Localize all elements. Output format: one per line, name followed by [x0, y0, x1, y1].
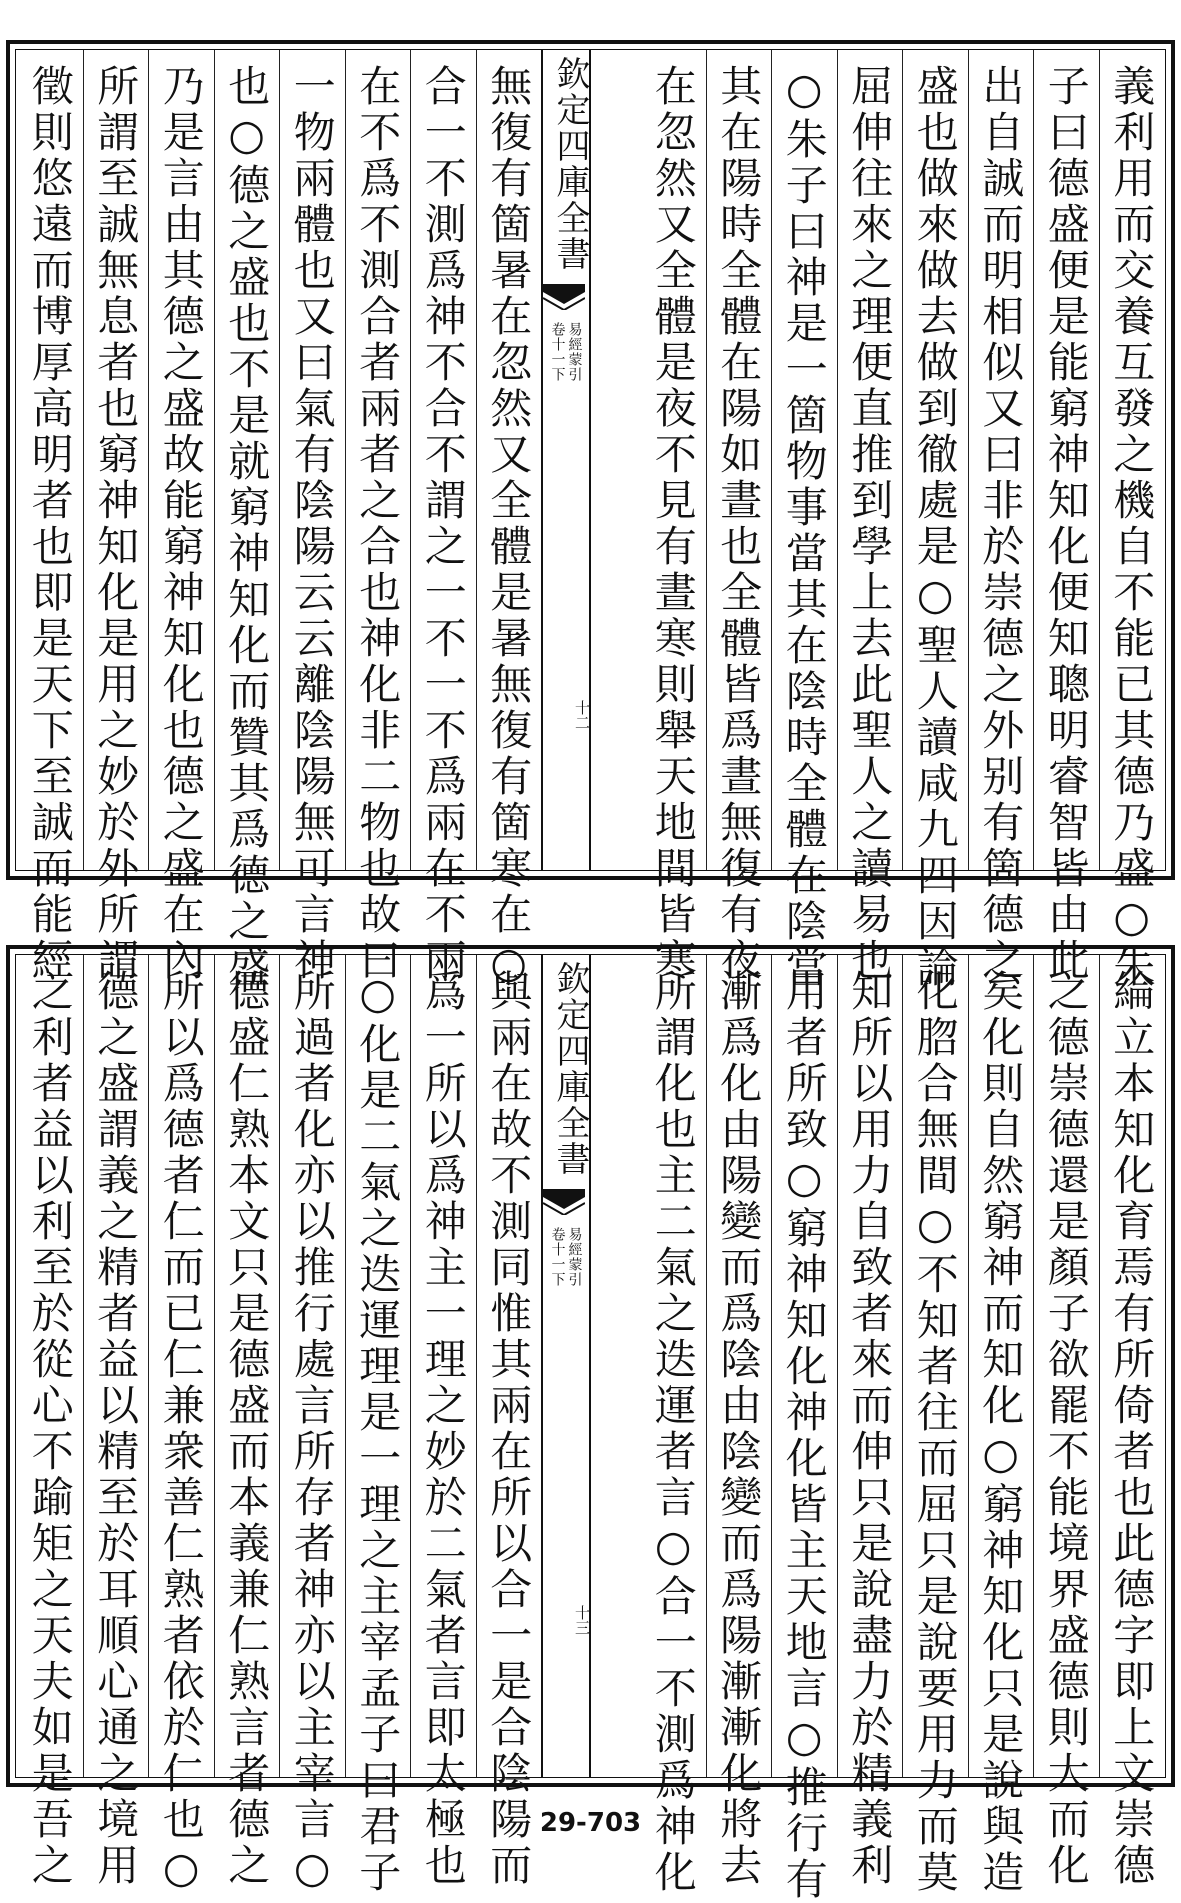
right-column-2 — [1033, 50, 1099, 984]
column-text: 合一不測爲神不合不謂之一不一不爲兩在不兩 — [418, 64, 468, 984]
column-divider — [410, 955, 411, 1777]
left-column-3 — [345, 50, 411, 984]
top-book-info — [543, 322, 589, 382]
top-volume: 卷十一下 — [549, 322, 566, 382]
top-page — [6, 40, 1175, 991]
column-divider — [968, 955, 969, 1777]
column-divider — [837, 50, 838, 870]
column-divider — [214, 955, 215, 1777]
column-divider — [214, 50, 215, 870]
column-text: 其在陽時全體在陽如晝也全體皆爲晝無復有夜 — [714, 64, 764, 984]
column-text: 知所以用力自致者來而伸只是說盡力於精義利 — [845, 969, 895, 1889]
column-divider — [837, 955, 838, 1777]
column-divider — [706, 50, 707, 870]
column-text: 義利用而交養互發之機自不能已其德乃盛○朱 — [1107, 64, 1157, 991]
column-text: 盛也做來做去做到徹處是○聖人讀咸九四因論 — [910, 64, 960, 991]
column-divider — [771, 955, 772, 1777]
column-divider — [279, 50, 280, 870]
column-text: 在忽然又全體是夜不見有晝寒則舉天地間皆寒 — [648, 64, 698, 984]
column-divider — [1099, 955, 1100, 1777]
column-text: 所謂化也主二氣之迭運者言○合一不測爲神化 — [648, 969, 698, 1896]
column-text: 出自誠而明相似又曰非於崇德之外别有箇德之 — [976, 64, 1026, 984]
column-divider — [771, 50, 772, 870]
column-text: ○化是二氣之迭運理是一理之主宰孟子曰君子 — [353, 969, 403, 1896]
bottom-volume: 卷十一下 — [549, 1227, 566, 1287]
column-text: 無復有箇暑在忽然又全體是暑無復有箇寒在○ — [484, 64, 534, 991]
column-divider — [968, 50, 969, 870]
column-text: 徵則悠遠而博厚高明者也即是天下至誠而能經 — [25, 64, 75, 984]
left-column-7 — [83, 50, 149, 984]
bottom-center-margin — [541, 955, 591, 1777]
right-column-6 — [771, 955, 837, 1903]
column-divider — [1033, 955, 1034, 1777]
left-column-8 — [17, 50, 83, 984]
column-text: 用者所致○窮神知化神化皆主天地言○推行有 — [779, 969, 829, 1903]
column-text: 屈伸往來之理便直推到學上去此聖人之讀易也 — [845, 64, 895, 984]
right-column-5 — [837, 50, 903, 984]
left-column-1 — [476, 955, 542, 1889]
column-divider — [345, 50, 346, 870]
right-column-6 — [771, 50, 837, 991]
left-column-2 — [410, 955, 476, 1889]
column-text: 所以爲德者仁而已仁兼衆善仁熟者依於仁也○ — [156, 969, 206, 1896]
column-text: 之利者益以利至於從心不踰矩之天夫如是吾之 — [25, 969, 75, 1889]
column-text: 與兩在故不測同惟其兩在所以合一是合陰陽而 — [484, 969, 534, 1889]
left-column-7 — [83, 955, 149, 1889]
column-divider — [1033, 50, 1034, 870]
right-column-8 — [640, 955, 706, 1896]
column-text: 爲一所以爲神主一理之妙於二氣者言即太極也 — [418, 969, 468, 1889]
column-text: 也○德之盛也不是就窮神知化而贊其爲德之盛 — [222, 64, 272, 991]
column-text: 所過者化亦以推行處言所存者神亦以主宰言○ — [287, 969, 337, 1896]
column-divider — [902, 955, 903, 1777]
top-book-subtitle: 易經蒙引 — [566, 322, 583, 382]
right-column-2 — [1033, 955, 1099, 1889]
right-column-3 — [968, 50, 1034, 984]
column-text: 乃是言由其德之盛故能窮神知化也德之盛在內 — [156, 64, 206, 984]
right-column-7 — [706, 955, 772, 1889]
bottom-book-subtitle: 易經蒙引 — [566, 1227, 583, 1287]
left-column-3 — [345, 955, 411, 1896]
left-column-4 — [279, 50, 345, 984]
right-column-4 — [902, 50, 968, 991]
right-column-7 — [706, 50, 772, 984]
bottom-book-info — [543, 1227, 589, 1287]
bottom-page-number: 十三 — [573, 1605, 591, 1635]
column-divider — [279, 955, 280, 1777]
column-text: 綸立本知化育焉有所倚者也此德字即上文崇德 — [1107, 969, 1157, 1889]
column-divider — [148, 50, 149, 870]
column-text: 之德崇德還是顏子欲罷不能境界盛德則大而化 — [1041, 969, 1091, 1889]
right-column-5 — [837, 955, 903, 1889]
column-divider — [148, 955, 149, 1777]
footer-page-number: 29-703 — [539, 1808, 642, 1838]
left-column-4 — [279, 955, 345, 1896]
column-divider — [410, 50, 411, 870]
left-column-2 — [410, 50, 476, 984]
bottom-book-title: 欽定四庫全書 — [550, 961, 590, 1177]
column-text: 子曰德盛便是能窮神知化便知聰明睿智皆由此 — [1041, 64, 1091, 984]
column-text: 德盛仁熟本文只是德盛而本義兼仁熟言者德之 — [222, 969, 272, 1889]
column-divider — [706, 955, 707, 1777]
right-column-1 — [1099, 50, 1165, 991]
column-text: 所謂至誠無息者也窮神知化是用之妙於外所謂 — [91, 64, 141, 984]
column-divider — [345, 955, 346, 1777]
right-column-4 — [902, 955, 968, 1896]
left-column-6 — [148, 50, 214, 984]
top-page-frame — [15, 49, 1166, 991]
column-divider — [83, 50, 84, 870]
left-column-1 — [476, 50, 542, 991]
column-text: 化脗合無間○不知者往而屈只是說要用力而莫 — [910, 969, 960, 1896]
top-center-margin — [541, 50, 591, 870]
column-text: 矣化則自然窮神而知化○窮神知化只是說與造 — [976, 969, 1026, 1896]
top-fish-tail-mark — [543, 284, 585, 310]
column-divider — [83, 955, 84, 1777]
column-divider — [476, 50, 477, 870]
column-divider — [476, 955, 477, 1777]
left-column-5 — [214, 955, 280, 1889]
column-text: 一物兩體也又曰氣有陰陽云云離陰陽無可言神 — [287, 64, 337, 984]
column-text: 在不爲不測合者兩者之合也神化非二物也故曰 — [353, 64, 403, 984]
column-divider — [902, 50, 903, 870]
bottom-fish-tail-mark — [543, 1189, 585, 1215]
left-column-6 — [148, 955, 214, 1896]
column-text: ○朱子曰神是一箇物事當其在陰時全體在陰當 — [779, 64, 829, 991]
left-column-5 — [214, 50, 280, 991]
right-column-8 — [640, 50, 706, 984]
column-divider — [1099, 50, 1100, 870]
left-column-8 — [17, 955, 83, 1889]
column-text: 漸爲化由陽變而爲陰由陰變而爲陽漸漸化將去 — [714, 969, 764, 1889]
right-column-1 — [1099, 955, 1165, 1889]
top-book-title: 欽定四庫全書 — [550, 56, 590, 272]
top-page-number: 十二 — [573, 700, 591, 730]
column-text: 德之盛謂義之精者益以精至於耳順心通之境用 — [91, 969, 141, 1889]
right-column-3 — [968, 955, 1034, 1896]
